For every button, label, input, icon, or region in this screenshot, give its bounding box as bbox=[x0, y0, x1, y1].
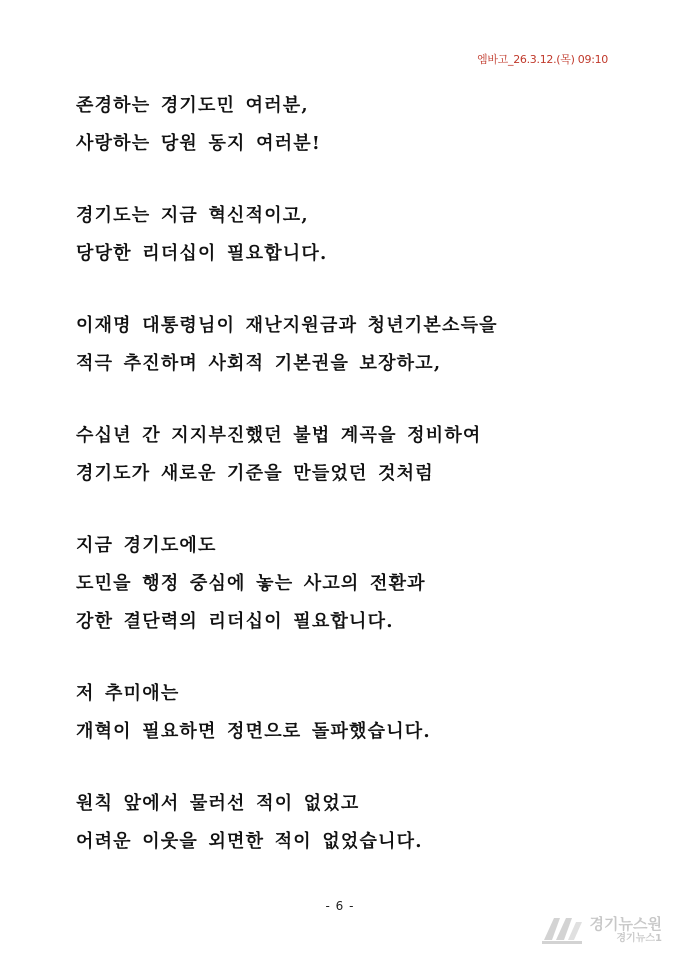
paragraph bbox=[76, 417, 636, 493]
text-line: 어려운 이웃을 외면한 적이 없었습니다. bbox=[76, 831, 423, 852]
watermark-main: 경기뉴스원 bbox=[589, 915, 662, 934]
text-line: 원칙 앞에서 물러선 적이 없었고 bbox=[76, 793, 360, 814]
text-line: 저 추미애는 bbox=[76, 683, 180, 704]
text-line: 적극 추진하며 사회적 기본권을 보장하고, bbox=[76, 353, 442, 374]
paragraph bbox=[76, 197, 636, 273]
text-line: 강한 결단력의 리더십이 필요합니다. bbox=[76, 611, 394, 632]
paragraph bbox=[76, 527, 636, 641]
text-line: 존경하는 경기도민 여러분, bbox=[76, 95, 309, 116]
text-line: 이재명 대통령님이 재난지원금과 청년기본소득을 bbox=[76, 315, 498, 336]
text-line: 수십년 간 지지부진했던 불법 계곡을 정비하여 bbox=[76, 425, 482, 446]
embargo-note: 엠바고_26.3.12.(목) 09:10 bbox=[477, 53, 608, 66]
text-line: 경기도는 지금 혁신적이고, bbox=[76, 205, 309, 226]
watermark bbox=[540, 914, 662, 946]
text-line: 지금 경기도에도 bbox=[76, 535, 217, 556]
text-line: 당당한 리더십이 필요합니다. bbox=[76, 243, 328, 264]
speech-body bbox=[76, 87, 636, 895]
news-logo-icon bbox=[540, 914, 584, 946]
paragraph-greeting bbox=[76, 87, 636, 163]
text-line: 경기도가 새로운 기준을 만들었던 것처럼 bbox=[76, 463, 434, 484]
paragraph bbox=[76, 675, 636, 751]
text-line: 개혁이 필요하면 정면으로 돌파했습니다. bbox=[76, 721, 431, 742]
text-line: 도민을 행정 중심에 놓는 사고의 전환과 bbox=[76, 573, 426, 594]
paragraph bbox=[76, 785, 636, 861]
paragraph bbox=[76, 307, 636, 383]
watermark-sub: 경기뉴스1 bbox=[616, 932, 662, 944]
page-number: - 6 - bbox=[325, 899, 355, 913]
text-line: 사랑하는 당원 동지 여러분! bbox=[76, 133, 321, 154]
watermark-text bbox=[590, 916, 662, 944]
